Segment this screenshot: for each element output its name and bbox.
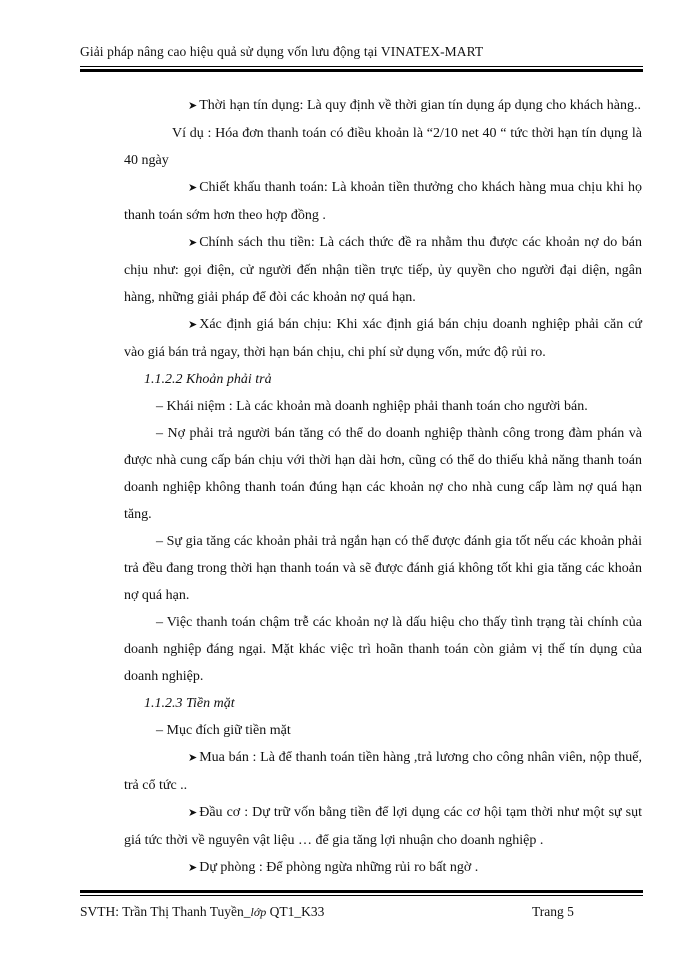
section-heading-cash: 1.1.2.3 Tiền mặt [144, 696, 235, 711]
footer-author [80, 904, 324, 920]
paragraph-payment-discount: ➤ Chiết khấu thanh toán: Là khoản tiền thưởng cho khách hàng mua chịu khi họ thanh toán sớm hơn theo hợp đồng . [124, 174, 642, 229]
arrow-bullet-icon: ➤ [188, 862, 198, 874]
paragraph-credit-term: ➤ Thời hạn tín dụng: Là quy định về thời gian tín dụng áp dụng cho khách hàng.. [124, 92, 642, 120]
paragraph-credit-price: ➤ Xác định giá bán chịu: Khi xác định giá bán chịu doanh nghiệp phải căn cứ vào giá bán trả ngay, thời hạn bán chịu, chi phí sử dụng vốn, mức độ rủi ro. [124, 311, 642, 366]
arrow-bullet-icon: ➤ [188, 807, 198, 819]
paragraph-example: Ví dụ : Hóa đơn thanh toán có điều khoản là “2/10 net 40 “ tức thời hạn tín dụng là 40 ngày [124, 126, 642, 168]
paragraph-cash-purpose: – Mục đích giữ tiền mặt [156, 723, 291, 738]
arrow-bullet-icon: ➤ [188, 182, 198, 194]
arrow-bullet-icon: ➤ [188, 100, 198, 112]
page-header-title: Giải pháp nâng cao hiệu quả sử dụng vốn lưu động tại VINATEX-MART [80, 44, 484, 59]
section-heading-payables: 1.1.2.2 Khoản phải trả [144, 372, 272, 387]
paragraph-transactions: ➤ Mua bán : Là để thanh toán tiền hàng ,trả lương cho công nhân viên, nộp thuế, trả cổ tức .. [124, 744, 642, 799]
paragraph-short-term-payables: – Sự gia tăng các khoản phải trả ngắn hạn có thể được đánh gia tốt nếu các khoản phải trả đều đang trong thời hạn thanh toán và sẽ được đánh giá không tốt khi gia tăng các khoản nợ quá hạn. [124, 534, 642, 603]
arrow-bullet-icon: ➤ [188, 319, 198, 331]
paragraph-late-payment: – Việc thanh toán chậm trễ các khoản nợ là dấu hiệu cho thấy tình trạng tài chính của doanh nghiệp đáng ngại. Mặt khác việc trì hoãn thanh toán còn giảm vị thế tín dụng của doanh nghiệp. [124, 615, 642, 684]
page-number: Trang 5 [532, 904, 574, 919]
footer-rule-thick [80, 890, 643, 893]
paragraph-precaution: ➤ Dự phòng : Để phòng ngừa những rủi ro bất ngờ . [124, 854, 642, 882]
arrow-bullet-icon: ➤ [188, 237, 198, 249]
arrow-bullet-icon: ➤ [188, 752, 198, 764]
paragraph-collection-policy: ➤ Chính sách thu tiền: Là cách thức đề ra nhằm thu được các khoản nợ do bán chịu như: gọi điện, cử người đến nhận tiền trực tiếp, ủy quyền cho người đại diện, ngân hàng, những giải pháp để đòi các khoản nợ quá hạn. [124, 229, 642, 311]
author-name: SVTH: Trần Thị Thanh Tuyền_ [80, 904, 251, 919]
paragraph-payables-concept: – Khái niệm : Là các khoản mà doanh nghiệp phải thanh toán cho người bán. [156, 399, 588, 414]
header-rule-thin [80, 66, 643, 67]
paragraph-payables-increase: – Nợ phải trả người bán tăng có thể do doanh nghiệp thành công trong đàm phán và được nhà cung cấp bán chịu với thời hạn dài hơn, cũng có thể do thiếu khả năng thanh toán doanh nghiệp không thanh toán đúng hạn các khoản nợ cho nhà cung cấp làm nợ quá hạn tăng. [124, 426, 642, 522]
paragraph-speculation: ➤ Đầu cơ : Dự trữ vốn bằng tiền để lợi dụng các cơ hội tạm thời như một sự sụt giá tức thời về nguyên vật liệu … để gia tăng lợi nhuận cho doanh nghiệp . [124, 799, 642, 854]
document-body [124, 92, 642, 882]
footer-rule-thin [80, 895, 643, 896]
class-label: lớp [250, 905, 267, 919]
header-rule-thick [80, 69, 643, 72]
class-code: QT1_K33 [266, 904, 325, 919]
